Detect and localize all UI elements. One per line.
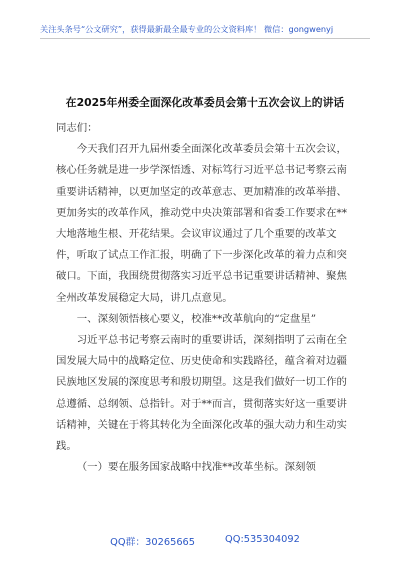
document-title: 在2025年州委全面深化改革委员会第十五次会议上的讲话 <box>65 96 345 109</box>
footer-qq: QQ:535304092 <box>225 534 300 545</box>
document-body <box>56 118 356 478</box>
footer-contact <box>40 534 370 548</box>
paragraph-section-one: 习近平总书记考察云南时的重要讲话，深刻指明了云南在全国发展大局中的战略定位、历史使命和实践路径，蕴含着对边疆民族地区发展的深度思考和殷切期望。这是我们做好一切工作的总遵循、总纲领、总指针。对于**而言，贯彻落实好这一重要讲话精神，关键在于将其转化为全面深化改革的强大动力和生动实践。 <box>56 334 347 453</box>
salutation: 同志们： <box>56 122 98 134</box>
footer-qq-group: QQ群：30265665 <box>110 537 196 548</box>
paragraph-intro: 今天我们召开九届州委全面深化改革委员会第十五次会议，核心任务就是进一步学深悟透、对标笃行习近平总书记考察云南重要讲话精神，以更加坚定的改革意志、更加精准的改革举措、更加务实的改革作风，推动党中央决策部署和省委工作要求在**大地落地生根、开花结果。会议审议通过了几个重要的改革文件，听取了试点工作汇报，明确了下一步深化改革的着力点和突破口。下面，我围绕贯彻落实习近平总书记重要讲话精神、聚焦全州改革发展稳定大局，讲几点意见。 <box>56 143 347 304</box>
header-note: 关注头条号“公文研究”，获得最新最全最专业的公文资料库！ 微信：gongwenyj <box>40 24 334 34</box>
subsection-heading: （一）要在服务国家战略中找准**改革坐标。深刻领 <box>76 461 316 474</box>
section-heading: 一、深刻领悟核心要义，校准**改革航向的“定盘星” <box>76 312 317 325</box>
header-divider <box>40 38 370 39</box>
